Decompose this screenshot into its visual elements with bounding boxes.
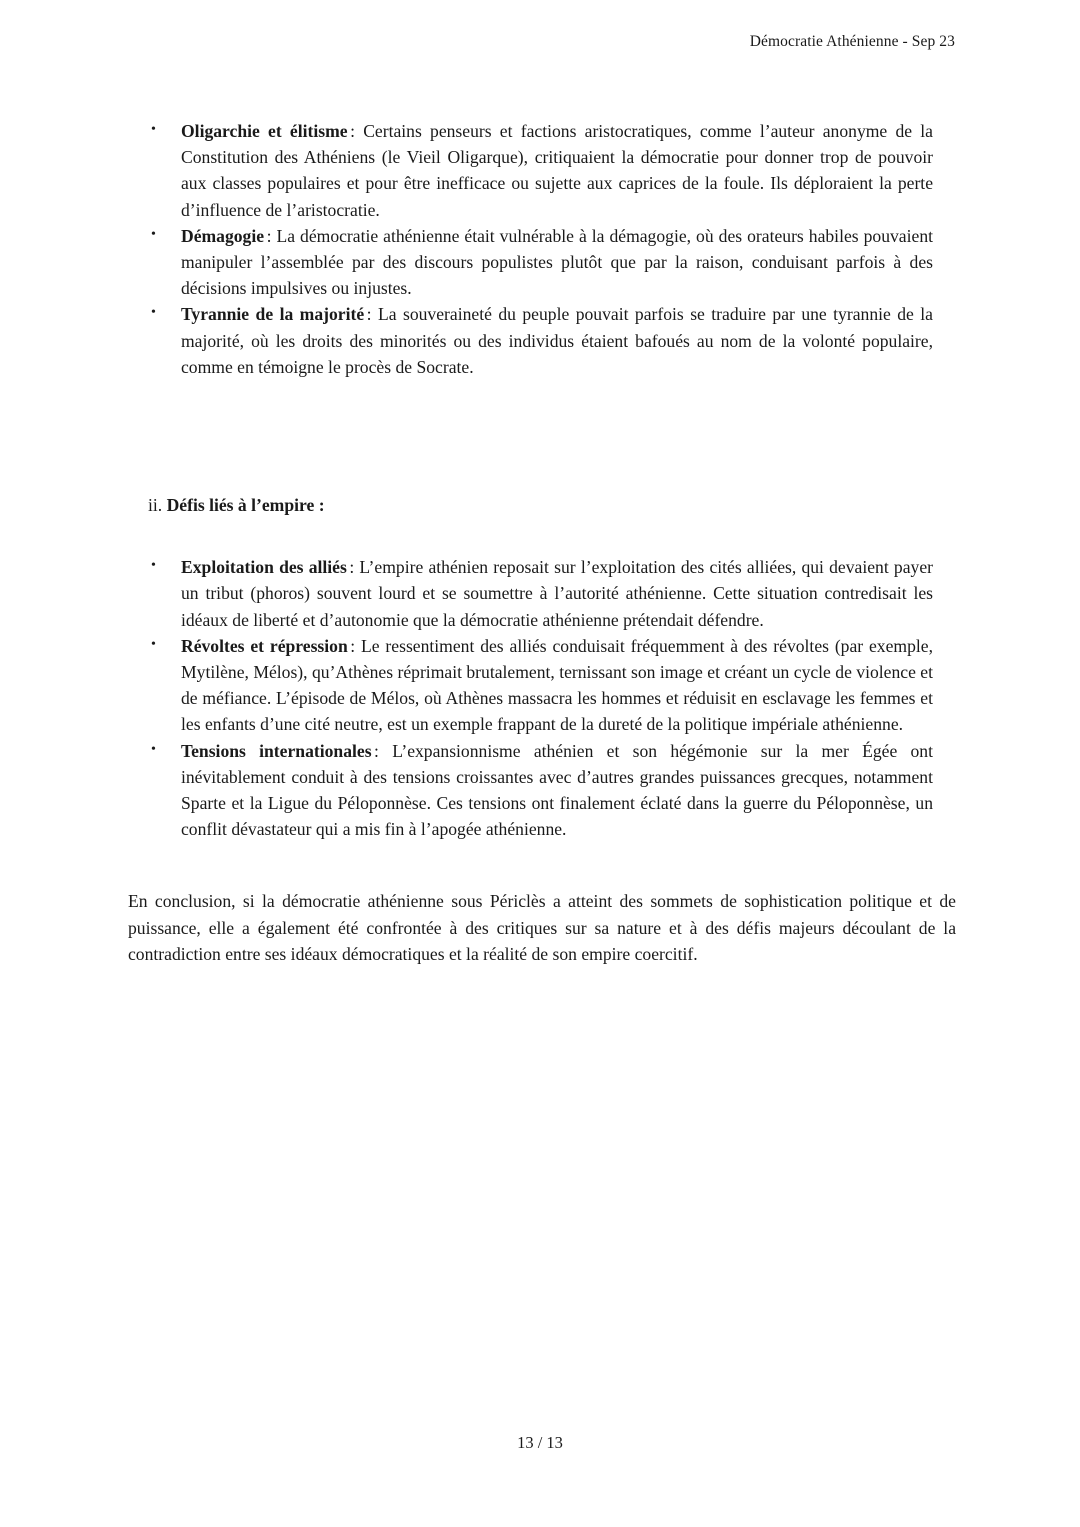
list-item	[165, 554, 933, 633]
list-item	[165, 301, 933, 380]
spacer	[0, 842, 1080, 888]
bullet-separator: :	[350, 635, 356, 656]
bullet-label: Démagogie	[181, 225, 265, 246]
bullet-label: Tyrannie de la majorité	[181, 304, 365, 325]
section-heading-title: Défis liés à l’empire :	[166, 495, 325, 516]
bullet-label: Tensions internationales	[181, 740, 372, 761]
page-number: 13 / 13	[517, 1433, 563, 1452]
running-header-text: Démocratie Athénienne - Sep 23	[749, 33, 955, 50]
bullet-separator: :	[366, 304, 372, 325]
bullet-separator: :	[350, 121, 355, 141]
critiques-bullet-list	[0, 118, 1080, 380]
list-item	[165, 223, 933, 302]
bullet-text: L’empire athénien reposait sur l’exploitation des cités alliées, qui devaient payer un tribut (phoros) souvent lourd et se soumettre à l’autorité athénienne. Cette situation contredisait les idéaux de liberté et d’autonomie que la démocratie athénienne prétendait défendre.	[181, 557, 933, 630]
bullet-separator: :	[266, 225, 272, 246]
bullet-text: Le ressentiment des alliés conduisait fréquemment à des révoltes (par exemple, Mytilène, Mélos), qu’Athènes réprimait brutalement, ternissant son image et créant un cycle de violence et de méfiance. L’épisode de Mélos, où Athènes massacra les hommes et réduisit en esclavage les femmes et les enfants d’une cité neutre, est un exemple frappant de la dureté de la politique impériale athénienne.	[181, 635, 933, 735]
document-body	[0, 118, 1080, 967]
section-heading-numeral: ii.	[148, 495, 163, 516]
bullet-label: Exploitation des alliés	[181, 557, 347, 578]
bullet-separator: :	[374, 740, 379, 761]
bullet-text: L’expansionnisme athénien et son hégémonie sur la mer Égée ont inévitablement conduit à des tensions croissantes avec d’autres grandes puissances grecques, notamment Sparte et la Ligue du Péloponnèse. Ces tensions ont finalement éclaté dans la guerre du Péloponnèse, un conflit dévastateur qui a mis fin à l’apogée athénienne.	[181, 740, 933, 840]
spacer	[0, 518, 1080, 554]
list-item	[165, 738, 933, 843]
bullet-label: Oligarchie et élitisme	[181, 121, 348, 141]
list-item	[165, 633, 933, 738]
conclusion-paragraph: En conclusion, si la démocratie athénienne sous Périclès a atteint des sommets de sophistication politique et de puissance, elle a également été confrontée à des critiques sur sa nature et à des défis majeurs découlant de la contradiction entre ses idéaux démocratiques et la réalité de son empire coercitif.	[128, 891, 956, 964]
defis-empire-bullet-list	[0, 554, 1080, 842]
spacer	[0, 380, 1080, 492]
page-footer	[0, 1432, 1080, 1454]
bullet-label: Révoltes et répression	[181, 635, 348, 656]
bullet-text: La démocratie athénienne était vulnérable à la démagogie, où des orateurs habiles pouvaient manipuler l’assemblée par des discours populistes plutôt que par la raison, conduisant parfois à des décisions impulsives ou injustes.	[181, 225, 934, 299]
bullet-separator: :	[349, 557, 355, 578]
bullet-text: Certains penseurs et factions aristocratiques, comme l’auteur anonyme de la Constitution des Athéniens (le Vieil Oligarque), critiquaient la démocratie pour donner trop de pouvoir aux classes populaires et pour être inefficace ou sujette aux caprices de la foule. Ils déploraient la perte d’influence de l’aristocratie.	[181, 121, 933, 220]
running-header	[128, 32, 955, 52]
section-heading-defis-empire	[148, 492, 1080, 518]
list-item	[165, 118, 933, 223]
bullet-text: La souveraineté du peuple pouvait parfois se traduire par une tyrannie de la majorité, où les droits des minorités ou des individus étaient bafoués au nom de la volonté populaire, comme en témoigne le procès de Socrate.	[181, 304, 933, 377]
